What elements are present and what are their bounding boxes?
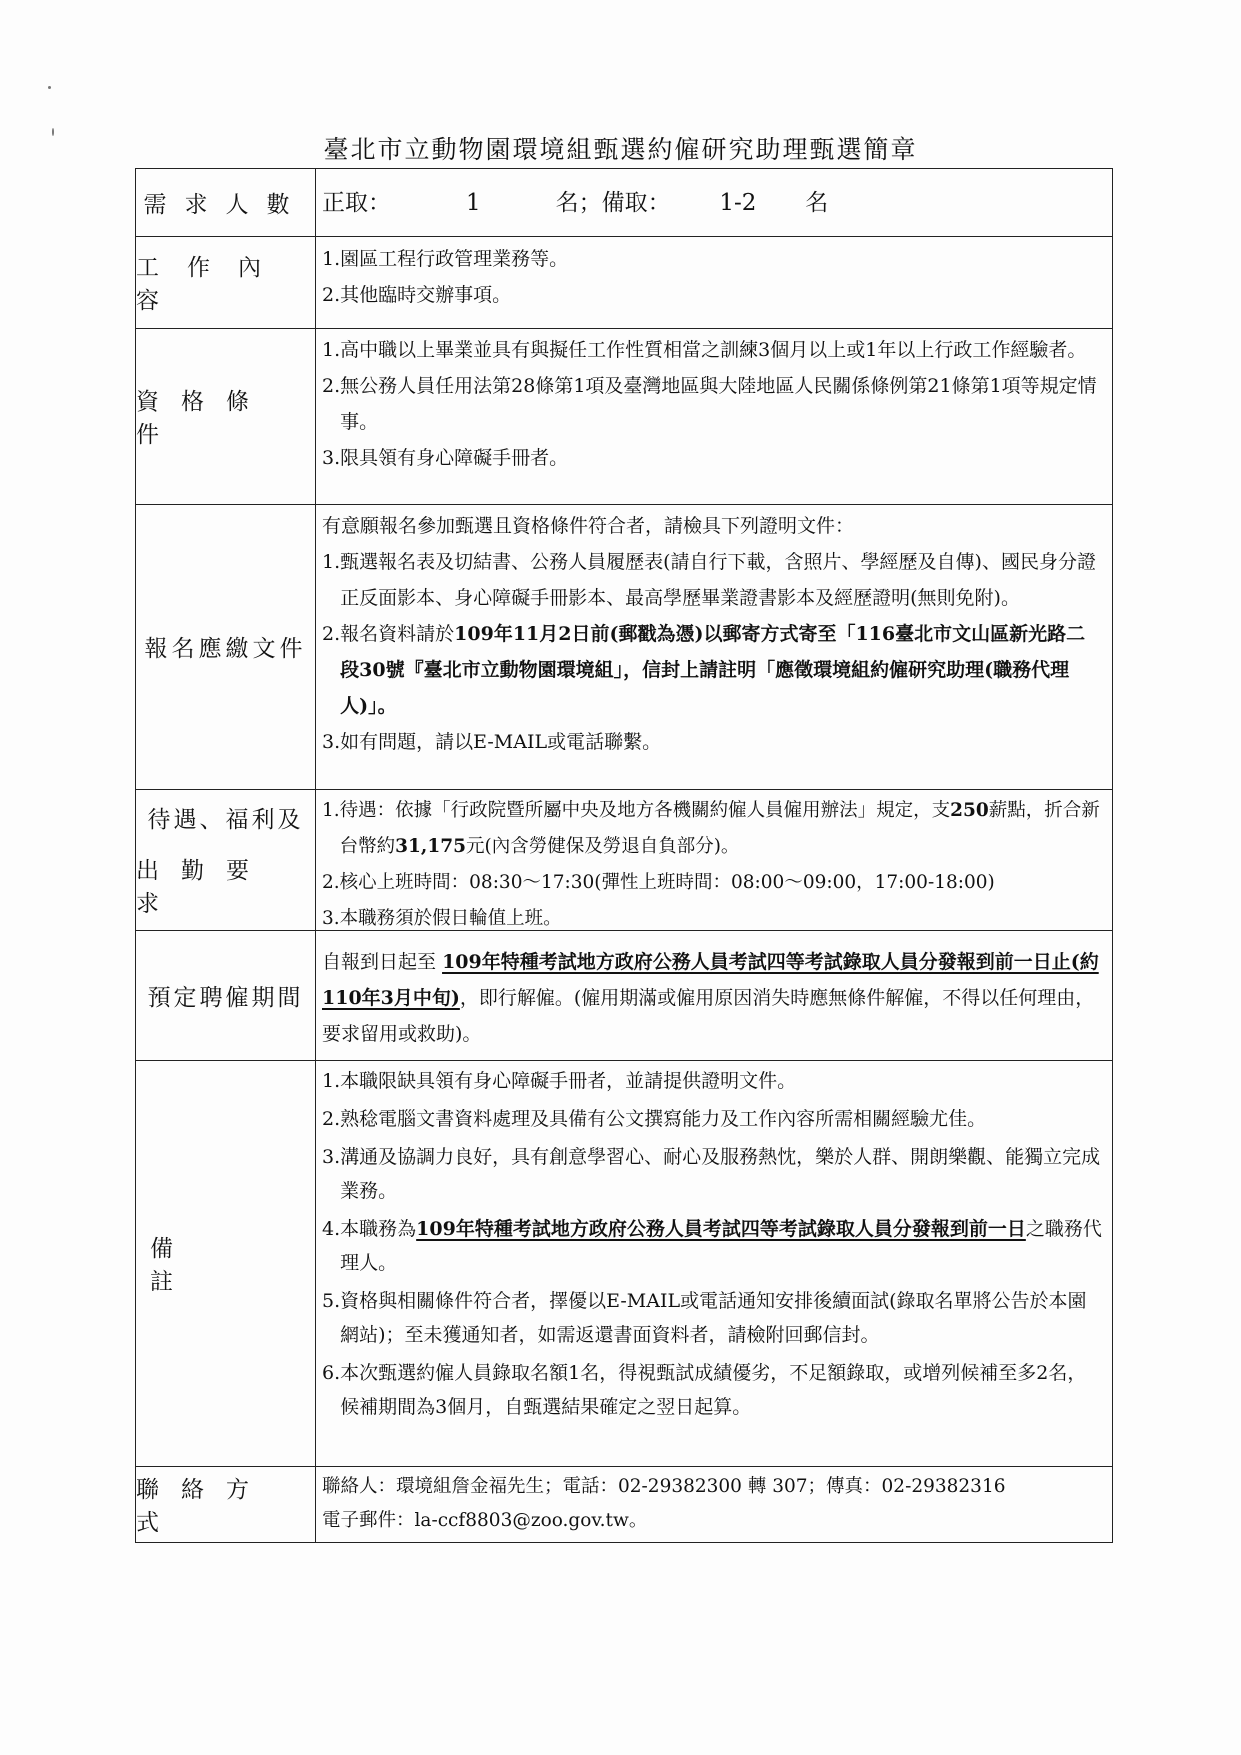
contact-email[interactable]: 電子郵件：la-ccf8803@zoo.gov.tw。 [322,1510,648,1531]
row-contact [135,1466,1113,1543]
scan-speck [48,86,51,89]
label-benefits-line1: 待遇、福利及 [147,807,304,833]
row-documents [135,504,1113,790]
label-remarks-text: 備註 [150,1236,278,1295]
label-documents: 報名應繳文件 [136,504,316,789]
reserve-count: 1-2 [719,190,757,216]
benefits-content [316,789,1110,941]
label-qualifications: 資格條件 [136,328,316,504]
list-item: 1. 甄選報名表及切結書、公務人員履歷表(請自行下載，含照片、學經歷及自傳)、國民身分證正反面影本、身心障礙手冊影本、最高學歷畢業證書影本及經歷證明(無則免附)。 [322,551,1096,609]
duties-content [316,237,1110,317]
list-item: 4. 本職務為109年特種考試地方政府公務人員考試四等考試錄取人員分發報到前一日之職務代理人。 [322,1218,1102,1274]
list-item: 2. 其他臨時交辦事項。 [322,284,512,306]
row-duties [135,235,1113,329]
period-post: ，即行解僱。(僱用期滿或僱用原因消失時應無條件解僱，不得以任何理由，要求留用或救助)。 [322,987,1095,1045]
label-headcount: 需求人數 [136,169,316,236]
list-item: 1. 待遇：依據「行政院暨所屬中央及地方各機關約僱人員僱用辦法」規定，支250薪點，折合新台幣約31,175元(內含勞健保及勞退自負部分)。 [322,800,1100,857]
qualifications-content [316,328,1110,480]
main-prefix: 正取： [322,190,391,216]
remarks-content [316,1060,1110,1428]
reserve-prefix: 名；備取： [555,190,671,216]
row-benefits [135,789,1113,931]
label-benefits [136,789,316,930]
list-item: 3. 限具領有身心障礙手冊者。 [322,447,569,469]
contact-content [316,1466,1110,1542]
main-count: 1 [465,190,481,216]
list-item: 3. 如有問題，請以E-MAIL或電話聯繫。 [322,731,662,753]
period-content [316,940,1110,1056]
count-suffix: 名 [805,190,829,216]
row-headcount [135,168,1113,237]
list-item: 1. 高中職以上畢業並具有與擬任工作性質相當之訓練3個月以上或1年以上行政工作經驗者。 [322,339,1087,361]
row-period [135,930,1113,1061]
list-item: 2. 熟稔電腦文書資料處理及具備有公文撰寫能力及工作內容所需相關經驗尤佳。 [322,1108,987,1130]
label-benefits-line2: 出勤要求 [136,858,271,917]
period-bold: 109年特種考試地方政府公務人員考試四等考試錄取人員分發報到前一日止(約110年3月中旬) [322,951,1099,1009]
list-item: 6. 本次甄選約僱人員錄取名額1名，得視甄試成績優劣，不足額錄取，或增列候補至多2名，候補期間為3個月，自甄選結果確定之翌日起算。 [322,1362,1087,1418]
list-item: 3. 溝通及協調力良好，具有創意學習心、耐心及服務熱忱，樂於人群、開朗樂觀、能獨立完成業務。 [322,1146,1101,1202]
label-remarks [136,1060,316,1466]
contact-line1: 聯絡人：環境組詹金福先生；電話：02-29382300 轉 307；傳真：02-29382316 [322,1476,1006,1497]
period-pre: 自報到日起至 [322,951,437,973]
documents-content [316,504,1110,764]
label-contact: 聯絡方式 [136,1466,316,1542]
list-item: 5. 資格與相關條件符合者，擇優以E-MAIL或電話通知安排後續面試(錄取名單將公告於本園網站)；至未獲通知者，如需返還書面資料者，請檢附回郵信封。 [322,1290,1087,1346]
documents-intro: 有意願報名參加甄選且資格條件符合者，請檢具下列證明文件： [322,515,855,537]
label-period: 預定聘僱期間 [136,930,316,1060]
list-item: 2. 報名資料請於109年11月2日前(郵戳為憑)以郵寄方式寄至「116臺北市文山區新光路二段30號『臺北市立動物園環境組」，信封上請註明「應徵環境組約僱研究助理(職務代理人)」。 [322,623,1086,717]
label-duties: 工作內容 [136,235,316,328]
document-title: 臺北市立動物園環境組甄選約僱研究助理甄選簡章 [323,135,918,164]
row-qualifications [135,328,1113,505]
list-item: 1. 本職限缺具領有身心障礙手冊者，並請提供證明文件。 [322,1070,797,1092]
list-item: 1. 園區工程行政管理業務等。 [322,248,569,270]
list-item: 2. 核心上班時間：08:30～17:30(彈性上班時間：08:00～09:00，17:00-18:00) [322,872,995,893]
headcount-content [316,169,1110,236]
list-item: 3. 本職務須於假日輪值上班。 [322,908,562,929]
list-item: 2. 無公務人員任用法第28條第1項及臺灣地區與大陸地區人民關係條例第21條第1項等規定情事。 [322,375,1097,433]
row-remarks [135,1060,1113,1467]
